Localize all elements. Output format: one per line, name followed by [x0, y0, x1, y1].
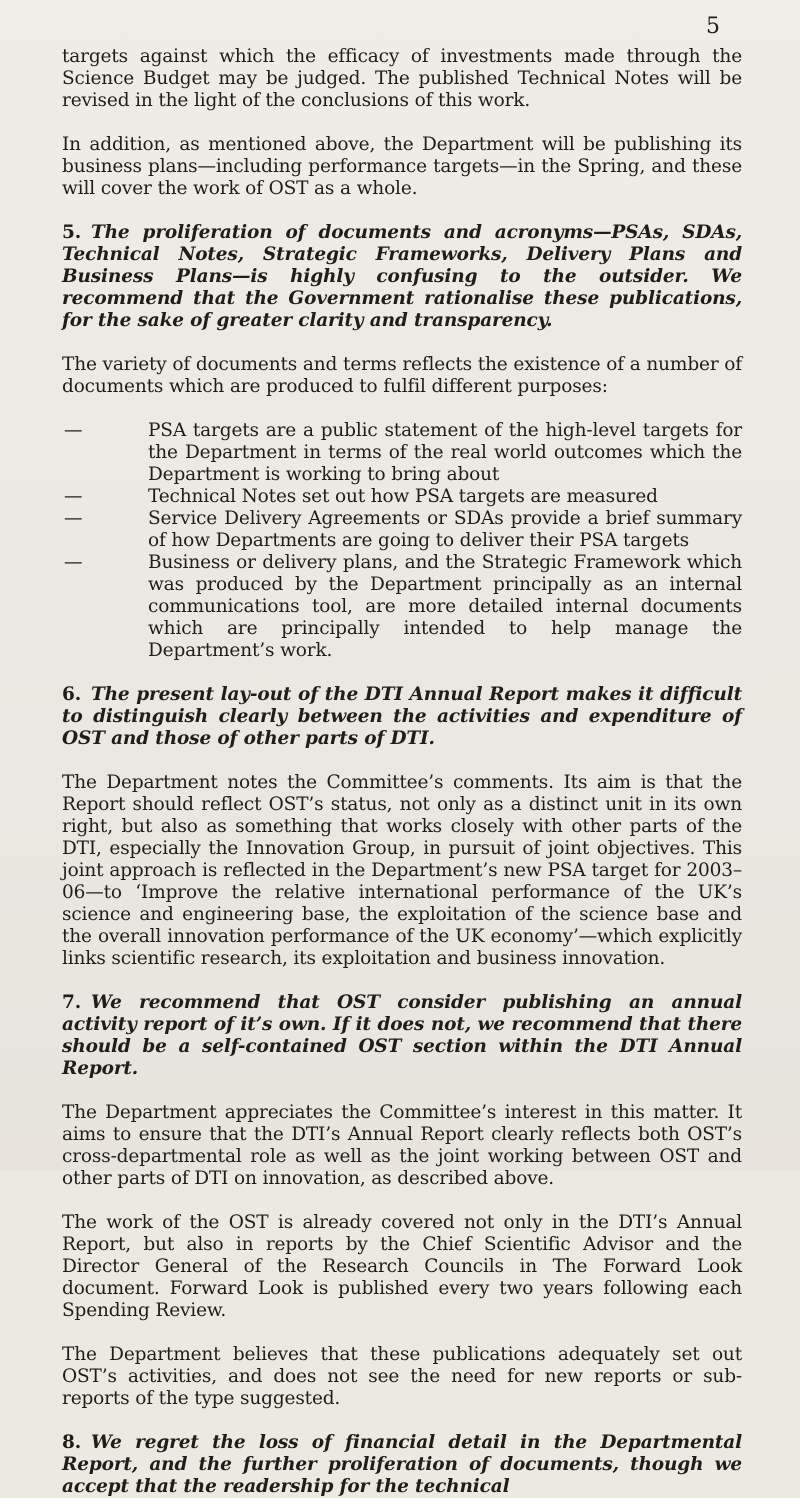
paragraph-variety-of-documents: The variety of documents and terms reflects the existence of a number of documents which are produced to fulfil different purposes:	[62, 354, 742, 397]
dash-marker: —	[64, 508, 83, 529]
list-item-text: Technical Notes set out how PSA targets are measured	[148, 486, 658, 507]
recommendation-text: The present lay-out of the DTI Annual Report makes it difficult to distinguish clearly between the activities and expenditure of OST and those of other parts of DTI.	[62, 684, 742, 749]
paragraph-department-believes: The Department believes that these publications adequately set out OST’s activities, and does not see the need for new reports or sub-reports of the type suggested.	[62, 1344, 742, 1409]
paragraph-business-plans: In addition, as mentioned above, the Department will be publishing its business plans—including performance targets—in the Spring, and these will cover the work of OST as a whole.	[62, 134, 742, 199]
recommendation-number: 5.	[62, 222, 82, 243]
list-item-text: Service Delivery Agreements or SDAs provide a brief summary of how Departments are going to deliver their PSA targets	[148, 508, 742, 551]
dash-marker: —	[64, 552, 83, 573]
recommendation-number: 6.	[62, 684, 82, 705]
recommendation-text: We regret the loss of financial detail in the Departmental Report, and the further proliferation of documents, though we accept that the readership for the technical	[62, 1432, 742, 1497]
paragraph-targets: targets against which the efficacy of investments made through the Science Budget may be judged. The published Technical Notes will be revised in the light of the conclusions of this work.	[62, 46, 742, 111]
paragraph-committee-comments: The Department notes the Committee’s comments. Its aim is that the Report should reflect OST’s status, not only as a distinct unit in its own right, but also as something that works closely with other parts of the DTI, especially the Innovation Group, in pursuit of joint objectives. This joint approach is reflected in the Department’s new PSA target for 2003–06—to ‘Improve the relative international performance of the UK’s science and engineering base, the exploitation of the science base and the overall innovation performance of the UK economy’—which explicitly links scientific research, its exploitation and business innovation.	[62, 772, 742, 969]
list-item	[62, 552, 742, 662]
list-item-text: Business or delivery plans, and the Strategic Framework which was produced by the Department principally as an internal communications tool, are more detailed internal documents which are principally intended to help manage the Department’s work.	[148, 552, 742, 661]
recommendation-text: The proliferation of documents and acronyms—PSAs, SDAs, Technical Notes, Strategic Frameworks, Delivery Plans and Business Plans—is highly confusing to the outsider. We recommend that the Government rationalise these publications, for the sake of greater clarity and transparency.	[62, 222, 742, 331]
recommendation-number: 7.	[62, 992, 82, 1013]
page-number: 5	[706, 14, 720, 39]
recommendation-7	[62, 992, 742, 1080]
recommendation-text: We recommend that OST consider publishing an annual activity report of it’s own. If it does not, we recommend that there should be a self-contained OST section within the DTI Annual Report.	[62, 992, 742, 1079]
document-purpose-list	[62, 420, 742, 662]
paragraph-department-appreciates: The Department appreciates the Committee’s interest in this matter. It aims to ensure that the DTI’s Annual Report clearly reflects both OST’s cross-departmental role as well as the joint working between OST and other parts of DTI on innovation, as described above.	[62, 1102, 742, 1189]
list-item	[62, 420, 742, 486]
dash-marker: —	[64, 420, 83, 441]
recommendation-6	[62, 684, 742, 750]
dash-marker: —	[64, 486, 83, 507]
recommendation-8	[62, 1432, 742, 1498]
recommendation-5	[62, 222, 742, 332]
recommendation-number: 8.	[62, 1432, 82, 1453]
list-item	[62, 508, 742, 552]
list-item-text: PSA targets are a public statement of the high-level targets for the Department in terms of the real world outcomes which the Department is working to bring about	[148, 420, 742, 485]
list-item	[62, 486, 742, 508]
paragraph-work-of-ost: The work of the OST is already covered not only in the DTI’s Annual Report, but also in reports by the Chief Scientific Advisor and the Director General of the Research Councils in The Forward Look document. Forward Look is published every two years following each Spending Review.	[62, 1212, 742, 1321]
